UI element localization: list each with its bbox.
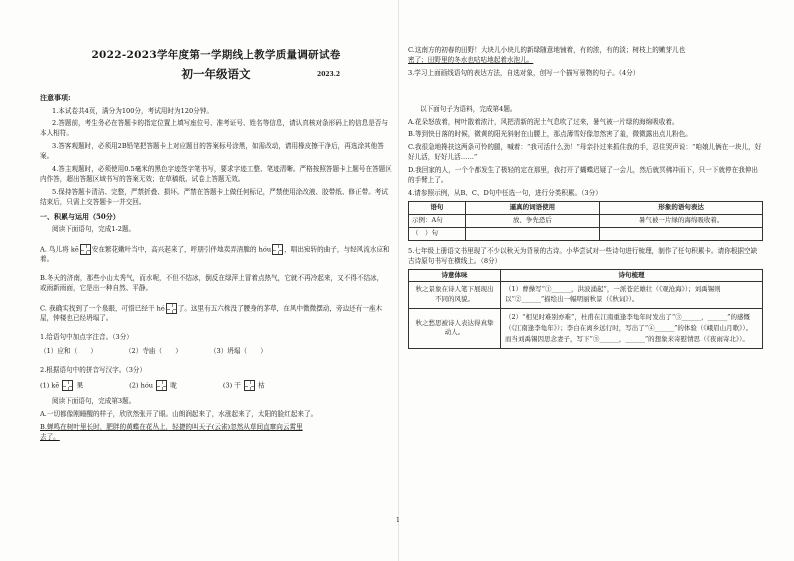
answer-cell[interactable] [465, 227, 600, 240]
note-item: 3.答客观题时，必须用2B铅笔把答题卡上对应题目的答案标号涂黑，如需改动，请用橡皮擦干净后，再选涂其他答案。 [40, 142, 384, 161]
table-cell: 秋之愁思被诗人表达得真挚动人。 [409, 308, 501, 348]
exam-subtitle [40, 66, 392, 83]
table-row [409, 282, 763, 309]
table-cell: 暑气被一片绿的海绵吸收着。 [600, 214, 763, 227]
note-item: 4.答主观题时，必须使用0.5毫米的黑色字迹签字笔书写，要求字迹工整、笔迹清晰。严格按照答题卡上题号在答题区内作答，超出答题区域书写的答案无效；在草稿纸、试卷上答题无效。 [40, 164, 392, 183]
passage-a: A. 鸟儿将 kē 安在繁花嫩叶当中，高兴起来了，呼朋引伴地卖弄清脆的 hóu ，唱出宛转的曲子，与轻风流水应和着。 [40, 245, 390, 264]
table-cell: 秋之景象在诗人笔下展现出不同的风貌。 [409, 282, 501, 309]
classification-table [408, 201, 763, 241]
notes-heading: 注意事项: [40, 93, 71, 102]
poem-table [408, 269, 763, 349]
s4-sentence-a: A.花朵怒放着，树叶散着浓汁，风把清新的泥土气息吹了过来，暑气被一片绿的海绵吸收着。 [408, 117, 679, 126]
q3-sentence-b: B.蝉鸣在树叶里长时，肥胖的黄蝶在花丛上，轻捷的叫天子(云雀)忽然从草间直窜向云霄里 去了。 [40, 423, 303, 441]
page-fold-divider [398, 0, 399, 561]
writing-box[interactable] [166, 303, 177, 314]
reading-intro: 阅读下面语句，完成1-2题。 [52, 225, 136, 234]
s4-sentence-b: B.等到快日落的时候，微黄的阳光斜射在山腰上，那点薄雪好像忽然害了羞，微微露出点儿粉色。 [408, 130, 692, 139]
q2-item: (2) hóu 咙 [129, 381, 177, 390]
table-header: 形象的语句表达 [600, 201, 763, 214]
table-cell: 示例：A句 [409, 214, 466, 227]
q2-item: (3) 干 枯 [222, 381, 265, 390]
question-1-items [40, 347, 392, 357]
q3-sentence-c: C.这南方的初春的田野！大块儿小块儿的新绿随意地铺着，有的浓，有的淡；树枝上的嫩芽儿也 密了；田野里的冬水也咕咕地起着水泡儿。 [408, 46, 686, 64]
exam-title: 2022-2023学年度第一学期线上教学质量调研试卷 [91, 49, 341, 61]
q3-sentence-a: A.一切都像刚睡醒的样子，欣欣然张开了眼。山朗润起来了，水涨起来了，太阳的脸红起来了。 [40, 410, 318, 419]
q1-item[interactable]: （3）坍塌（ ） [209, 347, 267, 356]
question-2-items [40, 380, 392, 391]
table-header: 诗句梳理 [501, 269, 763, 282]
table-row [409, 214, 763, 227]
s4-sentence-c: C.我很急地搀扶这两条可怜的腿，喊着：“我可活什么劲！”母亲扑过来抓住我的手，忍住哭声说：“咱娘儿俩在一块儿，好好儿活，好好儿活……” [408, 143, 762, 162]
q2-item: (1) kē 果 [40, 381, 84, 390]
writing-box[interactable] [156, 380, 167, 391]
table-header: 逼真的词语使用 [465, 201, 600, 214]
table-cell: 放、争先恐后 [465, 214, 600, 227]
passage-b: B.冬天的济南，那些小山太秀气，而水呢，不但不结冰，倒反在绿萍上冒着点热气，它就不再冷起来，又不得不结冰， 或雨新雨面，它是出一种自然、平静。 [40, 274, 384, 293]
exam-date: 2023.2 [317, 70, 340, 78]
table-header: 诗意体味 [409, 269, 501, 282]
passage-c: C. 我确实找到了一个泉眼，可惜已经干 hé 了。这里有五六株没了腰身的茅草，在风中微微摆动，旁边还有一座木屋，钟楼也已经坍塌了。 [40, 304, 383, 323]
answer-cell[interactable] [600, 227, 763, 240]
grade-subject: 初一年级语文 [181, 66, 251, 81]
table-row [409, 227, 763, 240]
section-1-heading: 一、积累与运用（50分） [40, 211, 120, 221]
writing-box[interactable] [244, 380, 255, 391]
question-4: 4.请参照示例，从B、C、D句中任选一句，进行分类积累。（3分） [408, 188, 602, 197]
writing-box[interactable] [62, 380, 73, 391]
reading-intro-2: 阅读下面语句，完成第3题。 [52, 397, 136, 406]
q1-item[interactable]: （2）寺庙（ ） [124, 347, 182, 356]
note-item: 2.答题前，考生务必在答题卡的指定位置上填写座位号、准考证号、姓名等信息，请认真核对条形码上的信息是否与本人相符。 [40, 119, 388, 138]
reading-intro-4: 以下面句子为语料，完成第4题。 [420, 104, 517, 113]
question-2: 2.根据语句中的拼音写汉字。（3分） [40, 366, 147, 375]
s4-sentence-d: D.我回家的人，一个个都发生了极轻的定在那里，我打开了蝴蝶迟疑了一会儿，然后就冥佛冲而下，只一下就停在我伸出的手臂上了。 [408, 166, 759, 185]
page-number: 1 [396, 517, 400, 524]
table-header-row [409, 201, 763, 214]
table-row [409, 308, 763, 348]
q1-item[interactable]: （1）应和（ ） [40, 347, 97, 356]
question-5: 5.七年级上册语文书里现了不少以秋天为背景的古诗。小华尝试对一些诗句进行梳理，制作了任句积累卡。请你根据空缺古诗原句书写在横线上。（8分） [408, 246, 758, 265]
right-column [408, 0, 763, 561]
left-column [40, 0, 392, 561]
table-header: 语句 [409, 201, 466, 214]
writing-box[interactable] [272, 244, 283, 255]
table-header-row [409, 269, 763, 282]
answer-cell[interactable]: （1）曹操写“①______，洪波涌起”，一派苍茫雄壮（《观沧海》）；刘禹锡则以“②______”描绘出一幅明丽秋景（《秋词》）。 [501, 282, 763, 309]
question-3: 3.学习上面画线语句的表达方法，自选对象，创写一个描写景物的句子。（4分） [408, 68, 640, 77]
answer-cell[interactable]: （2）“相见时难别亦难”，杜甫在江南重逢李龟年时发出了“③______，______”的感慨（《江南逢李龟年》）；李白在离乡远行时，写出了“④______”的体验（《峨眉山月歌》）。而当刘禹锡因思念妻子，写下“⑤______，______”的想象来寄慰情思（《夜雨寄北》）。 [501, 308, 763, 348]
question-1: 1.给语句中加点字注音。（3分） [40, 333, 133, 342]
writing-box[interactable] [80, 244, 91, 255]
note-item: 5.保持答题卡清洁、完整，严禁折叠、损坏。严禁在答题卡上做任何标记，严禁使用涂改液、胶带纸、修正带。考试结束后，只需上交答题卡一并交回。 [40, 187, 388, 206]
table-cell: （ ）句 [409, 227, 466, 240]
note-item: 1.本试卷共4页，满分为100分，考试用时为120分钟。 [52, 106, 213, 115]
